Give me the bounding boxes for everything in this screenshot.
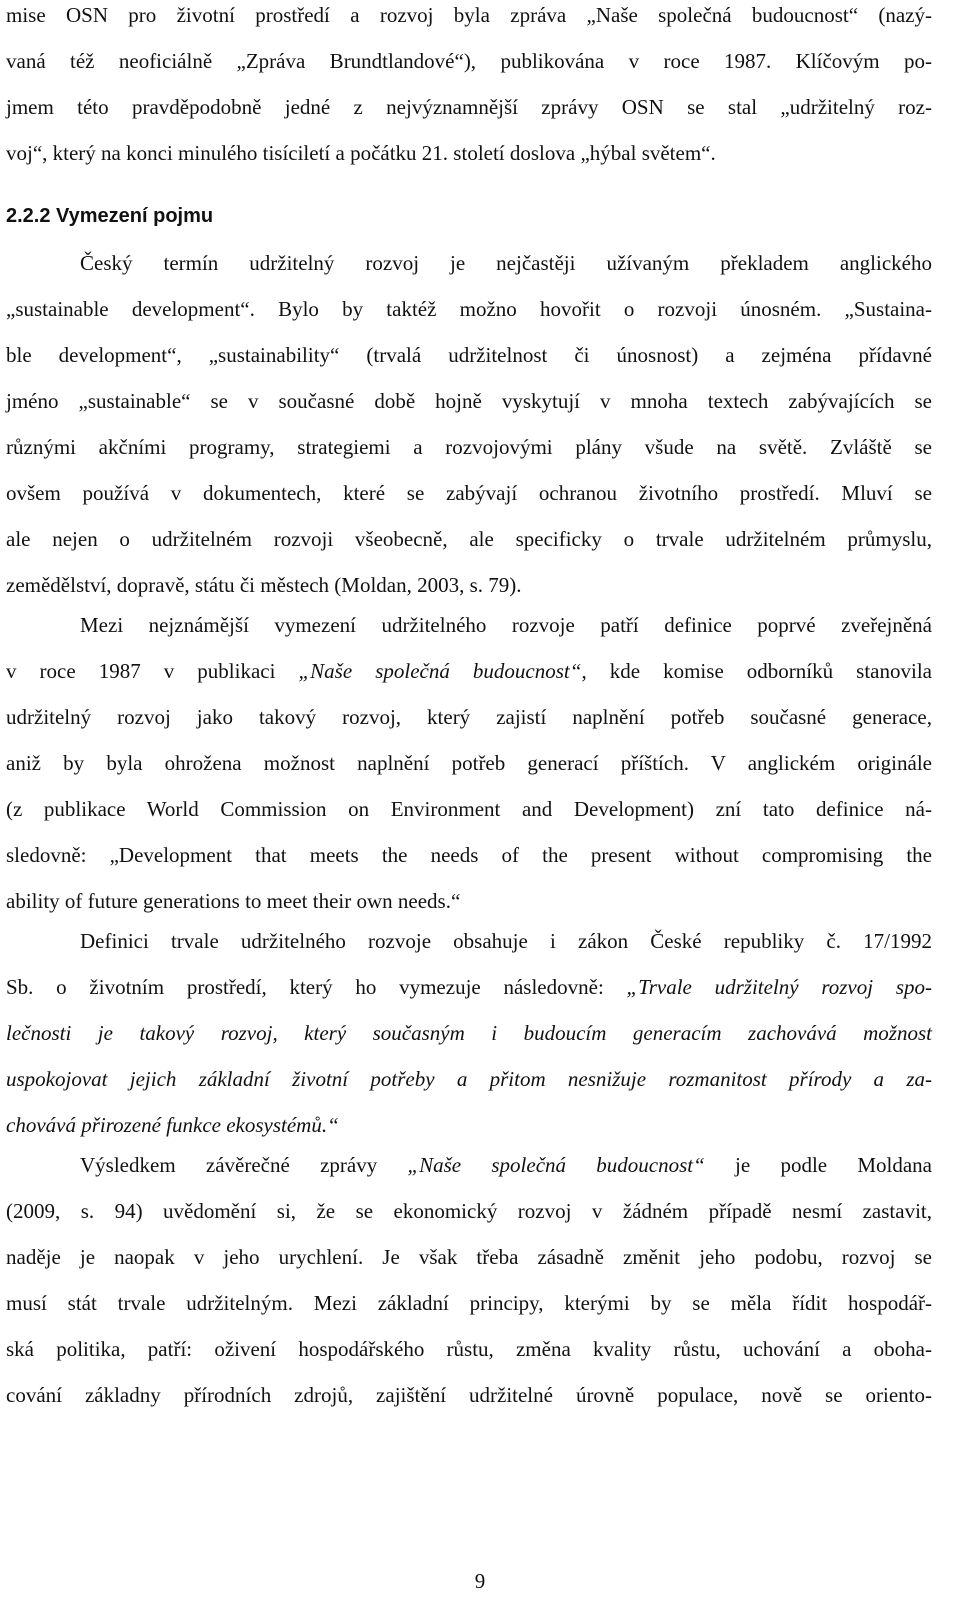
paragraph-line: Český termín udržitelný rozvoj je nejčastěji užívaným překladem anglického — [80, 251, 932, 275]
intro-line: voj“, který na konci minulého tisíciletí a počátku 21. století doslova „hýbal světem“. — [6, 141, 716, 165]
paragraph-line: „sustainable development“. Bylo by taktéž možno hovořit o rozvoji únosném. „Sustaina- — [6, 297, 932, 321]
paragraph-line: Mezi nejznámější vymezení udržitelného rozvoje patří definice poprvé zveřejněná — [80, 613, 932, 637]
text-run: je podle Moldana — [704, 1153, 932, 1177]
paragraph-line: ská politika, patří: oživení hospodářského růstu, změna kvality růstu, uchování a oboha- — [6, 1337, 932, 1361]
law-quote: „Trvale udržitelný rozvoj spo- — [626, 975, 932, 999]
paragraph-line: sledovně: „Development that meets the needs of the present without compromising the — [6, 843, 932, 867]
law-quote: uspokojovat jejich základní životní potřeby a přitom nesnižuje rozmanitost přírody a za- — [6, 1067, 932, 1091]
paragraph-line: zemědělství, dopravě, státu či městech (Moldan, 2003, s. 79). — [6, 573, 522, 597]
publication-title: „Naše společná budoucnost“ — [407, 1153, 705, 1177]
paragraph-line — [6, 1056, 932, 1102]
law-quote: lečnosti je takový rozvoj, který současným i budoucím generacím zachovává možnost — [6, 1021, 932, 1045]
paragraph-line: aniž by byla ohrožena možnost naplnění potřeb generací příštích. V anglickém originále — [6, 751, 932, 775]
paragraph-line: udržitelný rozvoj jako takový rozvoj, který zajistí naplnění potřeb současné generace, — [6, 705, 932, 729]
paragraph-line: ale nejen o udržitelném rozvoji všeobecně, ale specificky o trvale udržitelném průmyslu, — [6, 527, 932, 551]
paragraph-line: ability of future generations to meet their own needs.“ — [6, 889, 461, 913]
paragraph-line: naděje je naopak v jeho urychlení. Je však třeba zásadně změnit jeho podobu, rozvoj se — [6, 1245, 932, 1269]
intro-line: vaná též neoficiálně „Zpráva Brundtlandové“), publikována v roce 1987. Klíčovým po- — [6, 49, 932, 73]
section-heading: 2.2.2 Vymezení pojmu — [6, 205, 214, 227]
text-run: v roce 1987 v publikaci — [6, 659, 299, 683]
paragraph-line: musí stát trvale udržitelným. Mezi základní principy, kterými by se měla řídit hospodář- — [6, 1291, 932, 1315]
paragraph-line — [6, 1142, 932, 1188]
intro-line: jmem této pravděpodobně jedné z nejvýznamnější zprávy OSN se stal „udržitelný roz- — [6, 95, 932, 119]
paragraph-line: (z publikace World Commission on Environment and Development) zní tato definice ná- — [6, 797, 932, 821]
text-run: Výsledkem závěrečné zprávy — [80, 1153, 408, 1177]
paragraph-line: Definici trvale udržitelného rozvoje obsahuje i zákon České republiky č. 17/1992 — [80, 929, 932, 953]
paragraph-line: ble development“, „sustainability“ (trvalá udržitelnost či únosnost) a zejména přídavné — [6, 343, 932, 367]
paragraph-line: (2009, s. 94) uvědomění si, že se ekonomický rozvoj v žádném případě nesmí zastavit, — [6, 1199, 932, 1223]
paragraph-line — [6, 648, 932, 694]
text-run: Sb. o životním prostředí, který ho vymezuje následovně: — [6, 975, 627, 999]
page-number: 9 — [474, 1569, 486, 1593]
text-run: , kde komise odborníků stanovila — [581, 659, 932, 683]
paragraph-line: různými akčními programy, strategiemi a rozvojovými plány všude na světě. Zvláště se — [6, 435, 932, 459]
intro-line: mise OSN pro životní prostředí a rozvoj byla zpráva „Naše společná budoucnost“ (nazý- — [6, 3, 932, 27]
paragraph-line — [6, 1010, 932, 1056]
publication-title: „Naše společná budoucnost“ — [298, 659, 582, 683]
paragraph-line: cování základny přírodních zdrojů, zajištění udržitelné úrovně populace, nově se oriento- — [6, 1383, 932, 1407]
law-quote: chovává přirozené funkce ekosystémů.“ — [6, 1113, 339, 1137]
paragraph-line: jméno „sustainable“ se v současné době hojně vyskytují v mnoha textech zabývajících se — [6, 389, 932, 413]
paragraph-line: ovšem používá v dokumentech, které se zabývají ochranou životního prostředí. Mluví se — [6, 481, 932, 505]
paragraph-line — [6, 964, 932, 1010]
